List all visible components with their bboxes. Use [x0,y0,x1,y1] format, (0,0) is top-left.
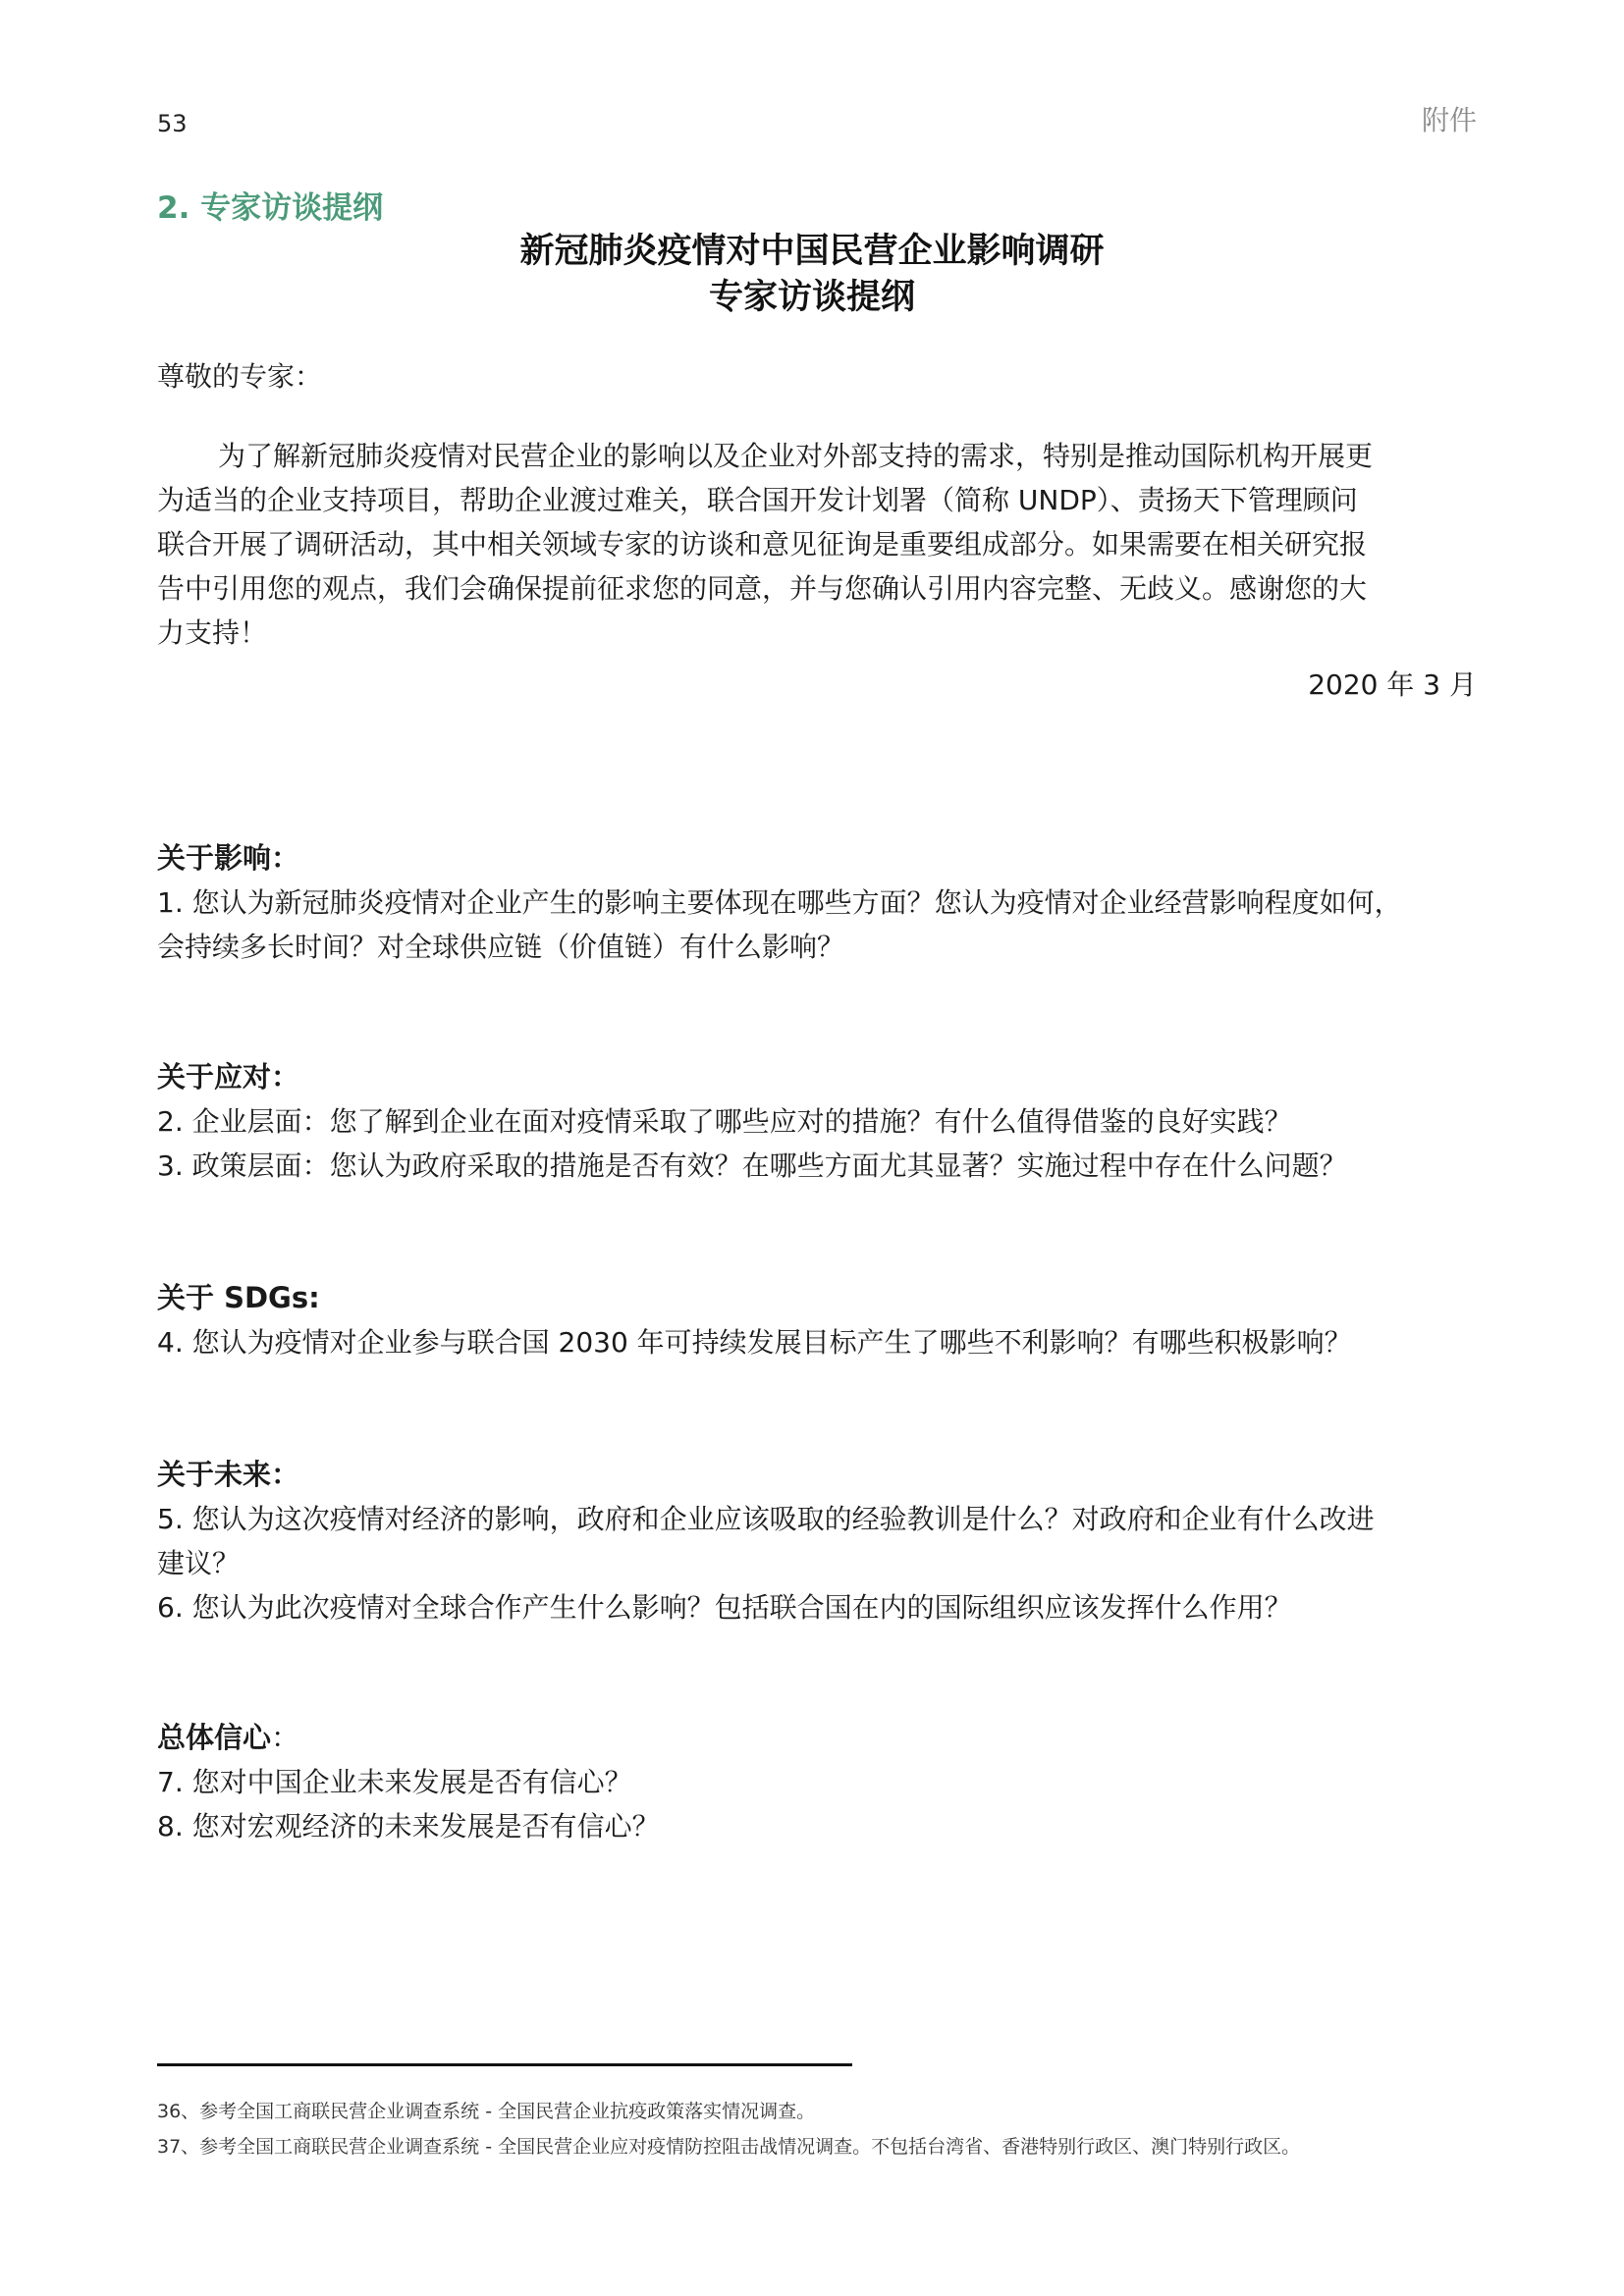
page-number: 53 [157,110,188,137]
section-label: 附件 [1421,104,1477,136]
topic-title-text: 总体信心 [157,1721,272,1754]
topic-title: 关于影响： [157,841,300,875]
footnote-37: 37、参考全国工商联民营企业调查系统 - 全国民营企业应对疫情防控阻击战情况调查。不包括台湾省、香港特别行政区、澳门特别行政区。 [157,2136,1301,2158]
salutation: 尊敬的专家： [157,360,323,393]
intro-line: 为了解新冠肺炎疫情对民营企业的影响以及企业对外部支持的需求，特别是推动国际机构开展更 [218,440,1374,472]
intro-line: 力支持！ [157,616,268,649]
document-title-line-1: 新冠肺炎疫情对中国民营企业影响调研 [519,232,1105,271]
question-line: 2. 企业层面：您了解到企业在面对疫情采取了哪些应对的措施？有什么值得借鉴的良好实践？ [157,1105,1292,1138]
letter-date: 2020 年 3 月 [1308,668,1477,701]
section-heading: 2. 专家访谈提纲 [157,190,384,226]
footnote-36: 36、参考全国工商联民营企业调查系统 - 全国民营企业抗疫政策落实情况调查。 [157,2101,816,2122]
intro-paragraph [157,434,1478,655]
intro-line: 联合开展了调研活动，其中相关领域专家的访谈和意见征询是重要组成部分。如果需要在相关研究报 [157,528,1368,561]
topic-title: 关于未来： [157,1458,300,1491]
question-line: 5. 您认为这次疫情对经济的影响，政府和企业应该吸取的经验教训是什么？对政府和企业有什么改进 [157,1503,1375,1535]
topic-impact [157,836,1492,969]
intro-line: 告中引用您的观点，我们会确保提前征求您的同意，并与您确认引用内容完整、无歧义。感谢您的大 [157,572,1368,605]
topic-title [157,1716,1492,1760]
topic-confidence [157,1716,1492,1848]
question-line: 4. 您认为疫情对企业参与联合国 2030 年可持续发展目标产生了哪些不利影响？有哪些积极影响？ [157,1326,1352,1359]
topic-future [157,1453,1492,1629]
question-line: 1. 您认为新冠肺炎疫情对企业产生的影响主要体现在哪些方面？您认为疫情对企业经营影响程度如何， [157,886,1402,919]
question-line: 建议？ [157,1547,241,1579]
question-line: 6. 您认为此次疫情对全球合作产生什么影响？包括联合国在内的国际组织应该发挥什么作用？ [157,1591,1292,1624]
topic-title: 关于应对： [157,1060,300,1094]
topic-title-suffix: ： [271,1721,300,1754]
document-title-line-2: 专家访谈提纲 [708,278,915,317]
question-line: 8. 您对宏观经济的未来发展是否有信心？ [157,1810,660,1842]
question-line: 会持续多长时间？对全球供应链（价值链）有什么影响？ [157,931,845,963]
question-line: 3. 政策层面：您认为政府采取的措施是否有效？在哪些方面尤其显著？实施过程中存在什么问题？ [157,1149,1347,1182]
question-line: 7. 您对中国企业未来发展是否有信心？ [157,1766,632,1798]
topic-sdgs [157,1276,1492,1364]
topic-response [157,1055,1492,1188]
footnote-divider [157,2063,852,2066]
topic-title: 关于 SDGs: [157,1281,320,1314]
intro-line: 为适当的企业支持项目，帮助企业渡过难关，联合国开发计划署（简称 UNDP）、责扬天下管理顾问 [157,484,1358,516]
